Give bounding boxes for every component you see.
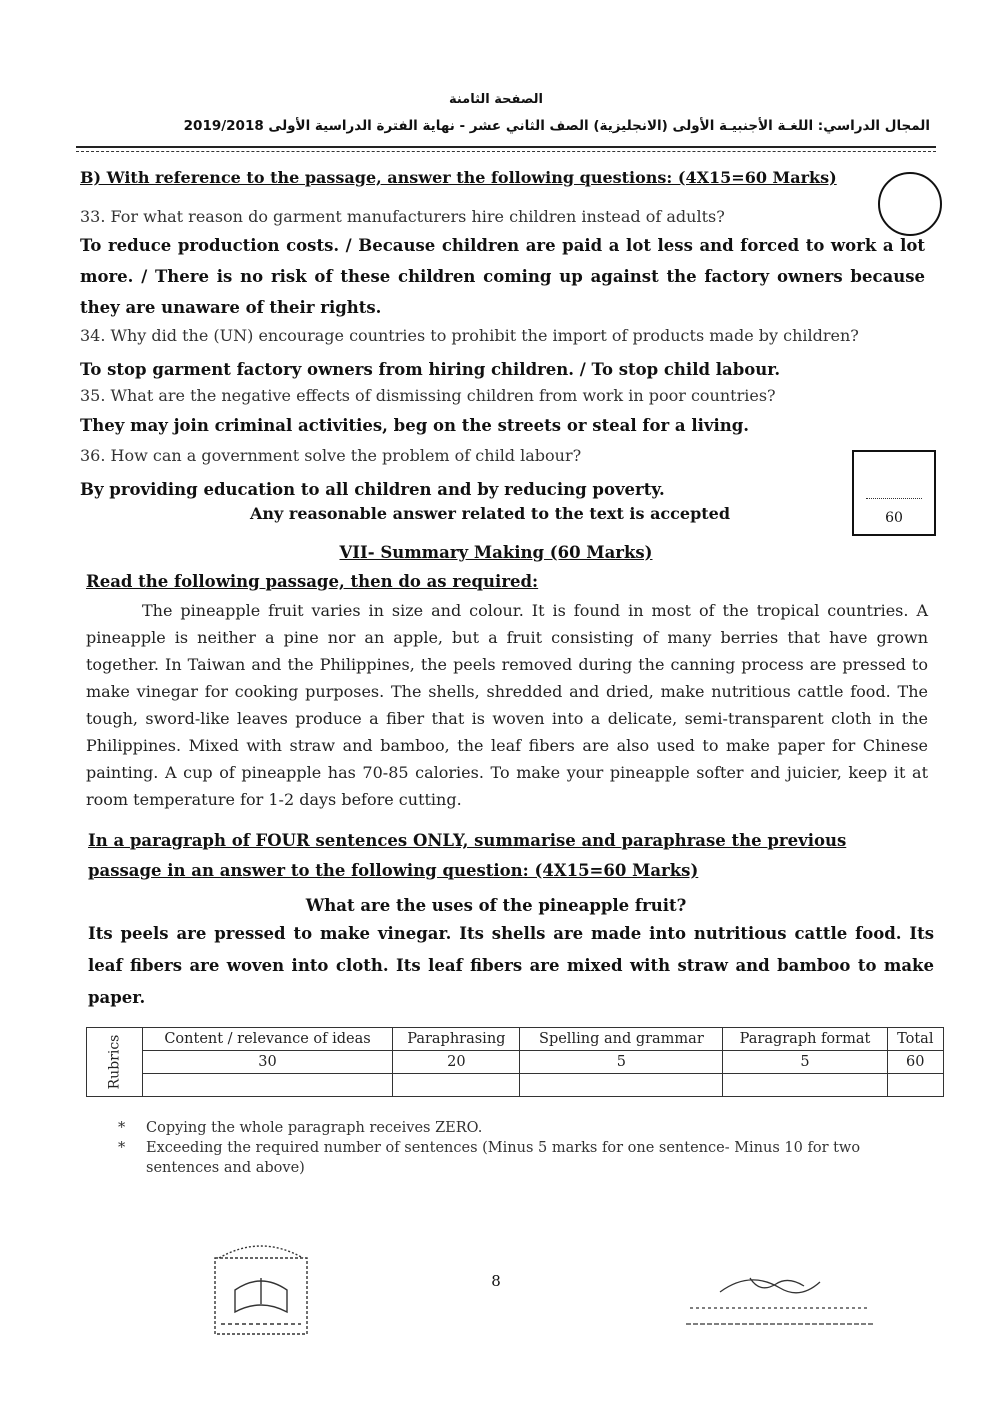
answer-33: To reduce production costs. / Because children are paid a lot less and forced to work a lot more. / There is no risk of these children coming up against the factory owners because they are unaware of their rights.	[80, 236, 925, 317]
rubric-mark-paraphrasing: 20	[393, 1051, 520, 1074]
rubric-header-row	[87, 1028, 944, 1051]
rubric-blank-row	[87, 1074, 944, 1097]
question-36: 36. How can a government solve the problem of child labour?	[80, 446, 582, 465]
answer-36: By providing education to all children and by reducing poverty.	[80, 480, 665, 499]
page-number: 8	[491, 1272, 501, 1290]
section-b-title: B) With reference to the passage, answer the following questions: (4X15=60 Marks)	[80, 168, 837, 187]
rubric-notes	[118, 1118, 908, 1178]
question-34: 34. Why did the (UN) encourage countries to prohibit the import of products made by children?	[80, 326, 859, 345]
question-33: 33. For what reason do garment manufacturers hire children instead of adults?	[80, 207, 725, 226]
note-text: Copying the whole paragraph receives ZERO.	[146, 1120, 483, 1136]
rubric-blank-cell	[520, 1074, 723, 1097]
rubric-marks-row	[87, 1051, 944, 1074]
rubric-header-total: Total	[887, 1028, 943, 1051]
note-item	[118, 1118, 908, 1138]
page-label-arabic: الصفحة الثامنة	[448, 92, 544, 107]
summary-task: In a paragraph of FOUR sentences ONLY, summarise and paraphrase the previous passage in an answer to the following question: (4X15=60 Marks)	[88, 831, 847, 880]
score-circle	[878, 172, 942, 236]
header-divider-dashed	[76, 151, 936, 152]
note-bullet: *	[118, 1140, 126, 1156]
read-instruction: Read the following passage, then do as required:	[86, 572, 539, 591]
question-35: 35. What are the negative effects of dismissing children from work in poor countries?	[80, 386, 776, 405]
passage-text: The pineapple fruit varies in size and colour. It is found in most of the tropical countries. A pineapple is neither a pine nor an apple, but a fruit consisting of many berries that have grown together. In Taiwan and the Philippines, the peels removed during the canning process are pressed to make vinegar for cooking purposes. The shells, shredded and dried, make nutritious cattle food. The tough, sword-like leaves produce a fiber that is woven into a delicate, semi-transparent cloth in the Philippines. Mixed with straw and bamboo, the leaf fibers are also used to make paper for Chinese painting. A cup of pineapple has 70-85 calories. To make your pineapple softer and juicier, keep it at room temperature for 1-2 days before cutting.	[86, 601, 928, 809]
answer-34: To stop garment factory owners from hiring children. / To stop child labour.	[80, 360, 781, 379]
rubric-mark-total: 60	[887, 1051, 943, 1074]
rubric-blank-cell	[887, 1074, 943, 1097]
rubric-mark-spelling: 5	[520, 1051, 723, 1074]
exam-header-line: المجال الدراسي: اللغـة الأجنبيـة الأولى (الانجليزية) الصف الثاني عشر - نهاية الفترة الدراسية الأولى 2019/2018	[183, 118, 930, 134]
signature-stamp-right	[680, 1258, 880, 1338]
rubric-blank-cell	[142, 1074, 393, 1097]
note-text: Exceeding the required number of sentences (Minus 5 marks for one sentence- Minus 10 for two sentences and above)	[146, 1140, 861, 1176]
mark-box-total: 60	[885, 510, 903, 526]
rubric-header-spelling: Spelling and grammar	[520, 1028, 723, 1051]
answer-35: They may join criminal activities, beg on the streets or steal for a living.	[80, 416, 750, 435]
rubric-mark-content: 30	[142, 1051, 393, 1074]
note-item	[118, 1138, 908, 1178]
summary-question: What are the uses of the pineapple fruit?	[305, 896, 687, 915]
rubric-blank-cell	[393, 1074, 520, 1097]
note-bullet: *	[118, 1120, 126, 1136]
mark-box-dotted-line	[866, 498, 922, 499]
rubric-table	[86, 1027, 944, 1097]
mark-box	[852, 450, 936, 536]
rubric-header-paraphrasing: Paraphrasing	[393, 1028, 520, 1051]
ministry-stamp-left	[205, 1238, 317, 1342]
rubric-header-format: Paragraph format	[723, 1028, 887, 1051]
header-divider	[76, 146, 936, 148]
rubric-side-label: Rubrics	[106, 1034, 123, 1090]
section-vii-title: VII- Summary Making (60 Marks)	[339, 543, 653, 562]
rubric-header-content: Content / relevance of ideas	[142, 1028, 393, 1051]
rubric-side-cell	[87, 1028, 143, 1097]
rubric-mark-format: 5	[723, 1051, 887, 1074]
rubric-blank-cell	[723, 1074, 887, 1097]
stamp-arc	[219, 1246, 303, 1258]
summary-model-answer: Its peels are pressed to make vinegar. Its shells are made into nutritious cattle food. Its leaf fibers are woven into cloth. Its leaf fibers are mixed with straw and bamboo to make paper.	[88, 924, 934, 1007]
accepted-answer-note: Any reasonable answer related to the text is accepted	[250, 504, 731, 523]
